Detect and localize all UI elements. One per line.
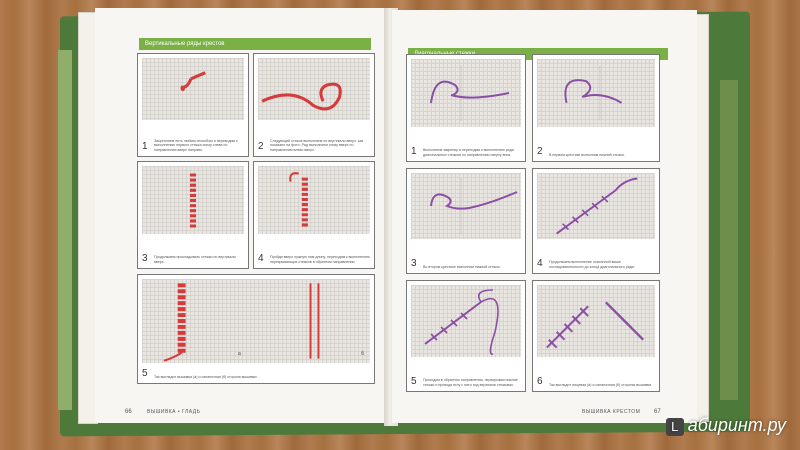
step-caption: Следующий стежок выполняем по вертикали вверх, как показано на фото. Ряд выполняем снизу вверх по направлению влево вверх. <box>270 138 364 152</box>
step-panel <box>532 168 660 274</box>
watermark <box>666 415 786 436</box>
step-number: 4 <box>258 253 264 264</box>
step-number: 5 <box>411 376 417 387</box>
step-photo <box>411 173 521 239</box>
step-caption: Так выглядит вышивка (а) и изнаночная (б) сторона вышивки. <box>154 374 258 379</box>
step-number: 2 <box>258 141 264 152</box>
step-photo <box>411 285 521 357</box>
step-number: 2 <box>537 146 543 157</box>
step-panel <box>406 168 526 274</box>
step-caption: Во втором крестике выполним нижний стежок. <box>423 264 501 269</box>
label-a: а <box>238 351 241 357</box>
step-photo <box>142 279 370 363</box>
step-caption: В первом крестике выполним нижний стежок. <box>549 152 625 157</box>
cover-edge-right <box>720 80 738 400</box>
step-panel <box>253 53 375 157</box>
step-caption: Пройдя вверх нужную нам длину, переходим к выполнению перекрывающих стежков в обратном направлении. <box>270 255 370 264</box>
step-caption: Выполняем закрепку и переходим к выполнению ряда диагональных стежков по направлению сверху вниз. <box>423 148 514 157</box>
step-caption: Так выглядит лицевая (а) и изнаночная (б) стороны вышивки. <box>549 382 653 387</box>
step-number: 6 <box>537 376 543 387</box>
step-caption: Продолжаем выполнение описанной выше последовательности до конца диагонального ряда. <box>549 260 635 269</box>
step-number: 1 <box>142 141 148 152</box>
step-photo <box>537 173 655 239</box>
step-panel <box>532 54 660 162</box>
left-page <box>95 8 387 423</box>
step-panel <box>406 280 526 392</box>
right-page <box>392 10 697 423</box>
page-number: 66 <box>125 409 132 415</box>
step-number: 3 <box>411 258 417 269</box>
step-number: 5 <box>142 368 148 379</box>
running-head: ВЫШИВКА • ГЛАДЬ <box>147 409 201 415</box>
step-panel <box>137 53 249 157</box>
section-title: Вертикальные ряды крестов <box>139 38 371 50</box>
step-panel <box>137 274 375 384</box>
step-caption: Закрепляем нить любым способом и переводим к выполнению первого стежка снизу слева по направлению вверх направо. <box>154 138 238 152</box>
step-photo <box>142 58 244 120</box>
page-number: 67 <box>654 409 661 415</box>
step-panel <box>253 161 375 269</box>
label-icon: L <box>666 418 684 436</box>
step-number: 4 <box>537 258 543 269</box>
label-b: б <box>361 351 364 357</box>
step-number: 1 <box>411 146 417 157</box>
step-caption: Проходим в обратном направлении, перекрывая нижние стежки и проводя иглу с нити под верхними стежками. <box>423 378 518 387</box>
watermark-text: абиринт.ру <box>687 415 786 435</box>
step-photo <box>411 59 521 127</box>
page-edges-right <box>695 14 709 422</box>
step-caption: Продолжаем прокладывать стежки по вертикали вверх. <box>154 255 236 264</box>
step-panel <box>137 161 249 269</box>
step-panel <box>406 54 526 162</box>
step-photo <box>258 58 370 120</box>
step-number: 3 <box>142 253 148 264</box>
step-photo <box>537 59 655 127</box>
running-head: ВЫШИВКА КРЕСТОМ <box>582 409 641 415</box>
step-photo <box>537 285 655 357</box>
step-photo <box>258 166 370 234</box>
step-photo <box>142 166 244 234</box>
step-panel <box>532 280 660 392</box>
cover-edge-left <box>58 50 72 410</box>
